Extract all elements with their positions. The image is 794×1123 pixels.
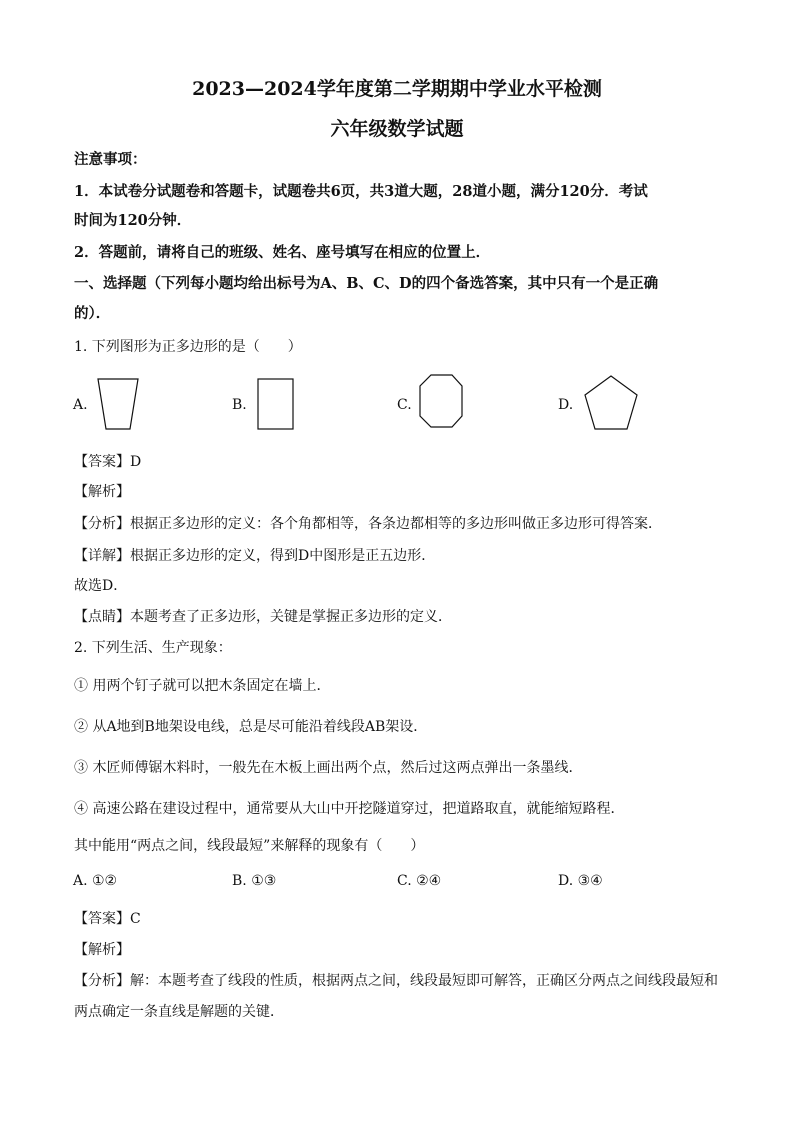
q2-item-1: ① 用两个钉子就可以把木条固定在墙上． bbox=[74, 678, 331, 694]
q2-answer: 【答案】C bbox=[74, 911, 141, 927]
q2-item-4: ④ 高速公路在建设过程中，通常要从大山中开挖隧道穿过，把道路取直，就能缩短路程． bbox=[74, 801, 625, 817]
q2-analysis-heading: 【解析】 bbox=[74, 942, 130, 958]
q1-option-c-label: C. bbox=[397, 397, 412, 413]
trapezoid-figure bbox=[96, 377, 140, 431]
q1-analysis: 【分析】根据正多边形的定义：各个角都相等，各条边都相等的多边形叫做正多边形可得答案． bbox=[74, 516, 662, 532]
section-1-line-2: 的）． bbox=[74, 305, 111, 322]
notes-heading: 注意事项： bbox=[74, 151, 147, 168]
q2-stem: 2. 下列生活、生产现象： bbox=[74, 640, 232, 656]
q2-option-b: B. ①③ bbox=[232, 873, 277, 889]
q2-analysis-line-1: 【分析】解：本题考查了线段的性质，根据两点之间，线段最短即可解答，正确区分两点之间线段最短和 bbox=[74, 973, 718, 989]
q1-detail: 【详解】根据正多边形的定义，得到D中图形是正五边形． bbox=[74, 548, 436, 564]
q1-option-b-label: B. bbox=[232, 397, 247, 413]
irregular-octagon-figure bbox=[418, 373, 464, 429]
q1-stem: 1. 下列图形为正多边形的是（ ） bbox=[74, 339, 302, 355]
q1-option-a-label: A. bbox=[73, 397, 88, 413]
q2-option-c: C. ②④ bbox=[397, 873, 442, 889]
q1-conclusion: 故选D． bbox=[74, 578, 128, 594]
q1-option-d-label: D. bbox=[558, 397, 574, 413]
rectangle-figure bbox=[256, 377, 296, 431]
q2-item-2: ② 从A地到B地架设电线，总是尽可能沿着线段AB架设． bbox=[74, 719, 428, 735]
note-2: 2．答题前，请将自己的班级、姓名、座号填写在相应的位置上． bbox=[74, 244, 491, 261]
q2-analysis-line-2: 两点确定一条直线是解题的关键． bbox=[74, 1004, 284, 1020]
exam-title: 2023—2024学年度第二学期期中学业水平检测 bbox=[192, 78, 602, 100]
q1-comment: 【点睛】本题考查了正多边形，关键是掌握正多边形的定义． bbox=[74, 609, 452, 625]
section-1-line-1: 一、选择题（下列每小题均给出标号为A、B、C、D的四个备选答案，其中只有一个是正确 bbox=[74, 275, 659, 292]
note-1-line-2: 时间为120分钟． bbox=[74, 212, 192, 229]
q2-item-3: ③ 木匠师傅锯木料时，一般先在木板上画出两个点，然后过这两点弹出一条墨线． bbox=[74, 760, 583, 776]
q1-analysis-heading: 【解析】 bbox=[74, 484, 130, 500]
exam-subtitle: 六年级数学试题 bbox=[330, 118, 464, 140]
note-1-line-1: 1．本试卷分试题卷和答题卡，试题卷共6页，共3道大题，28道小题，满分120分．考试 bbox=[74, 183, 648, 200]
q2-option-d: D. ③④ bbox=[558, 873, 603, 889]
q2-question: 其中能用“两点之间，线段最短”来解释的现象有（ ） bbox=[74, 838, 425, 854]
q2-option-a: A. ①② bbox=[73, 873, 118, 889]
regular-pentagon-figure bbox=[582, 373, 640, 433]
q1-answer: 【答案】D bbox=[74, 454, 142, 470]
